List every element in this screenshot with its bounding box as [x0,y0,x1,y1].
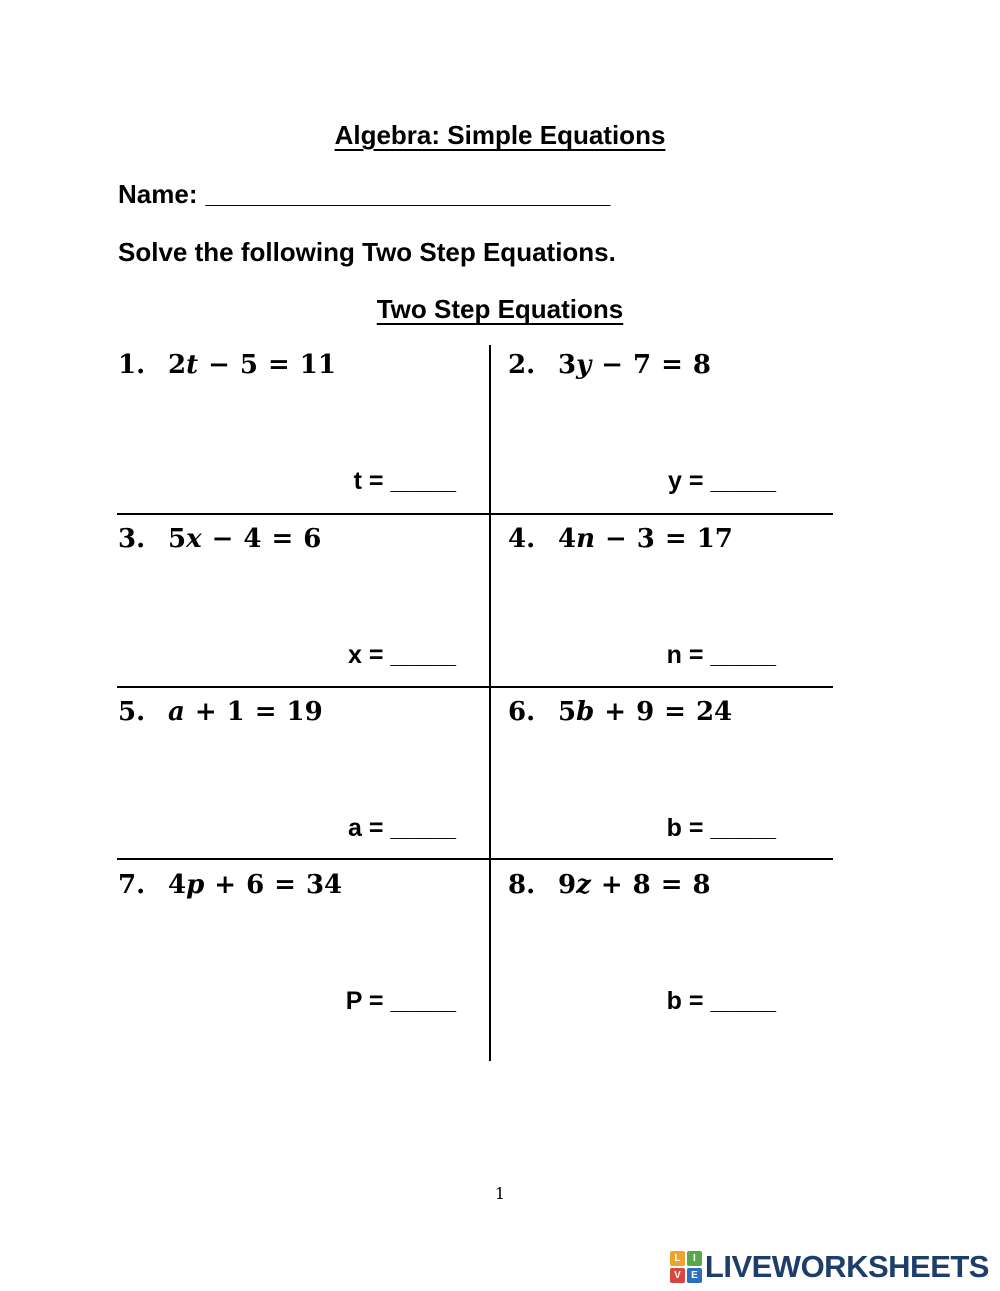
answer-label: y = [668,467,704,495]
answer-area [346,987,455,1016]
answer-blank[interactable]: _____ [390,987,455,1015]
answer-label: b = [666,814,704,842]
problem-number: 1. [118,350,146,380]
answer-area [354,467,455,496]
problem-statement [117,350,489,380]
answer-blank[interactable]: _____ [390,641,455,669]
problem-number: 4. [508,524,536,554]
page-number: 1 [494,1184,506,1203]
problem-cell-4 [491,524,833,690]
equation: a + 1 = 19 [168,697,323,727]
equation: 4p + 6 = 34 [168,870,343,900]
problem-cell-3 [117,524,489,690]
problem-statement [491,350,833,380]
answer-label: x = [348,641,384,669]
liveworksheets-icon [670,1251,702,1283]
liveworksheets-logo [670,1249,989,1285]
answer-blank[interactable]: _____ [390,467,455,495]
problem-number: 8. [508,870,536,900]
answer-label: t = [353,467,384,495]
problem-statement [491,697,833,727]
problem-statement [117,870,489,900]
problem-statement [491,870,833,900]
problem-statement [117,524,489,554]
problem-number: 5. [118,697,146,727]
problem-statement [491,524,833,554]
answer-area [348,814,455,843]
answer-area [668,467,775,496]
answer-blank[interactable]: _____ [710,987,775,1015]
problem-cell-5 [117,697,489,863]
equation: 9z + 8 = 8 [558,870,711,900]
answer-blank[interactable]: _____ [710,641,775,669]
equation: 3y − 7 = 8 [558,350,711,380]
answer-blank[interactable]: _____ [710,814,775,842]
equation: 4n − 3 = 17 [558,524,733,554]
answer-label: a = [348,814,384,842]
problem-number: 6. [508,697,536,727]
problems-grid [117,345,833,1061]
answer-blank[interactable]: _____ [710,467,775,495]
answer-label: b = [666,987,704,1015]
logo-square-i: I [687,1251,702,1266]
answer-area [667,641,775,670]
problem-statement [117,697,489,727]
section-subtitle: Two Step Equations [376,294,624,324]
answer-area [667,814,775,843]
logo-square-e: E [687,1268,702,1283]
brand-name: LIVEWORKSHEETS [704,1249,989,1284]
equation: 5x − 4 = 6 [168,524,322,554]
equation: 5b + 9 = 24 [558,697,733,727]
answer-blank[interactable]: _____ [390,814,455,842]
logo-square-v: V [670,1268,685,1283]
equation: 2t − 5 = 11 [168,350,336,380]
problem-cell-1 [117,350,489,516]
name-row [118,179,610,210]
problem-number: 3. [118,524,146,554]
answer-label: n = [666,641,704,669]
answer-area [348,641,455,670]
name-blank-field[interactable]: ____________________________ [205,179,611,209]
problem-cell-7 [117,870,489,1036]
problem-cell-2 [491,350,833,516]
problem-number: 2. [508,350,536,380]
instruction-text: Solve the following Two Step Equations. [118,237,616,267]
problem-number: 7. [118,870,146,900]
problem-cell-8 [491,870,833,1036]
name-label: Name: [118,179,198,209]
logo-square-l: L [670,1251,685,1266]
worksheet-title: Algebra: Simple Equations [334,120,666,150]
problem-cell-6 [491,697,833,863]
answer-area [667,987,775,1016]
answer-label: P = [345,987,384,1015]
